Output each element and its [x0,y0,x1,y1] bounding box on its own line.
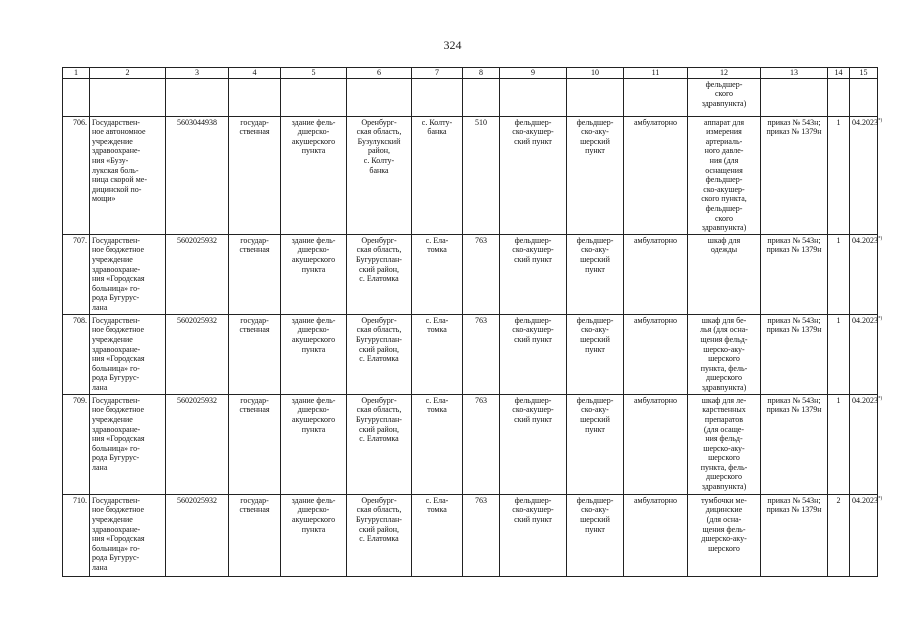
footnote-mark: *) [878,117,883,123]
building-type-text: здание фель- дшерско- акушерского пункта [291,235,336,274]
subdivision-type [567,394,624,494]
table-row [63,234,878,314]
inn-number [166,494,229,576]
unit-type [500,394,567,494]
subdivision-type [567,116,624,234]
column-number: 6 [347,68,412,79]
settlement [412,116,463,234]
unit-type-text: фельдшер- ско-акушер- ский пункт [512,235,554,264]
row-number [63,116,90,234]
address [347,314,412,394]
column-number: 4 [229,68,281,79]
address-text: Оренбург- ская область, Бугурусплан- ский район, с. Елатомка [356,395,402,444]
organization-name-text: Государствен- ное автономное учреждение здравоохране- ния «Бузу- лукская боль- ница скорой ме- дицинской по- мощи» [92,117,147,204]
deadline-date-text: 04.2023 [852,495,878,505]
footnote-mark: *) [878,496,883,502]
column-number: 5 [281,68,347,79]
row-number [63,314,90,394]
unit-type [500,116,567,234]
continuation-row [63,78,878,116]
organization-name [90,494,166,576]
inn-number-text: 5602025932 [177,495,217,505]
column-number: 11 [624,68,688,79]
subdivision-type [567,494,624,576]
settlement-text: с. Ела- томка [425,495,449,515]
order-reference [761,116,828,234]
quantity-text: 1 [836,315,841,325]
care-condition-text: амбулаторно [633,315,678,325]
population [463,234,500,314]
column-number: 13 [761,68,828,79]
care-condition-text: амбулаторно [633,117,678,127]
ownership-form-text: государ- ственная [239,235,270,255]
ownership-form [229,234,281,314]
order-reference-text: приказ № 543н; приказ № 1379н [766,495,822,515]
address-text: Оренбург- ская область, Бугурусплан- ский район, с. Елатомка [356,315,402,364]
column-number-row [63,68,878,79]
row-number [63,394,90,494]
unit-type-text: фельдшер- ско-акушер- ский пункт [512,395,554,424]
footnote-mark: *) [878,236,883,242]
population-text: 763 [475,395,487,405]
subdivision-type-text: фельдшер- ско-аку- шерский пункт [576,315,614,354]
settlement [412,494,463,576]
settlement-text: с. Ела- томка [425,315,449,335]
unit-type-text: фельдшер- ско-акушер- ский пункт [512,117,554,146]
care-condition-text: амбулаторно [633,235,678,245]
subdivision-type-text: фельдшер- ско-аку- шерский пункт [576,395,614,434]
deadline-date [850,314,883,394]
unit-type [500,314,567,394]
settlement [412,314,463,394]
settlement [412,234,463,314]
unit-type-text: фельдшер- ско-акушер- ский пункт [512,495,554,524]
address-text: Оренбург- ская область, Бугурусплан- ский район, с. Елатомка [356,495,402,544]
building-type [281,314,347,394]
deadline-date [850,116,883,234]
building-type [281,394,347,494]
quantity [828,494,850,576]
deadline-date [850,394,883,494]
population [463,394,500,494]
column-number: 2 [90,68,166,79]
equipment-name [688,314,761,394]
column-number: 8 [463,68,500,79]
ownership-form-text: государ- ственная [239,315,270,335]
quantity [828,394,850,494]
address [347,234,412,314]
equipment-name-text: аппарат для измерения артериаль- ного давле- ния (для оснащения фельдшер- ско-акушер- ского пункта, фельдшер- ского здравпункта) [701,117,747,233]
organization-name-text: Государствен- ное бюджетное учреждение здравоохране- ния «Городская больница» го- рода Бугурус- лана [92,495,145,572]
equipment-name [688,116,761,234]
column-number: 10 [567,68,624,79]
inn-number-text: 5602025932 [177,315,217,325]
deadline-date-text: 04.2023 [852,315,878,325]
organization-name [90,116,166,234]
subdivision-type-text: фельдшер- ско-аку- шерский пункт [576,235,614,274]
population [463,494,500,576]
deadline-date [850,494,883,576]
organization-name [90,394,166,494]
column-number: 12 [688,68,761,79]
order-reference-text: приказ № 543н; приказ № 1379н [766,395,822,415]
inn-number [166,314,229,394]
order-reference-text: приказ № 543н; приказ № 1379н [766,315,822,335]
population-text: 763 [475,315,487,325]
organization-name-text: Государствен- ное бюджетное учреждение здравоохране- ния «Городская больница» го- рода Бугурус- лана [92,315,145,392]
settlement [412,394,463,494]
quantity [828,116,850,234]
order-reference [761,394,828,494]
column-number: 9 [500,68,567,79]
inn-number-text: 5602025932 [177,235,217,245]
table-row [63,394,878,494]
equipment-name-text: шкаф для ле- карственных препаратов (для осаще- ния фельд- шерско-аку- шерского пункта, фель- дшерского здравпункта) [700,395,748,492]
deadline-date-text: 04.2023 [852,117,878,127]
order-reference [761,314,828,394]
equipment-continuation: фельдшер- ского здравпункта) [688,78,761,116]
row-number-text: 710. [73,495,87,505]
inn-number-text: 5602025932 [177,395,217,405]
table-row [63,116,878,234]
row-number-text: 708. [73,315,87,325]
deadline-date-text: 04.2023 [852,395,878,405]
settlement-text: с. Ела- томка [425,395,449,415]
care-condition [624,494,688,576]
equipment-name-text: шкаф для одежды [707,235,741,255]
unit-type [500,234,567,314]
population [463,116,500,234]
building-type-text: здание фель- дшерско- акушерского пункта [291,395,336,434]
deadline-date [850,234,883,314]
organization-name-text: Государствен- ное бюджетное учреждение здравоохране- ния «Городская больница» го- рода Бугурус- лана [92,235,145,312]
equipment-name-text: шкаф для бе- лья (для осна- щения фельд- шерско-аку- шерского пункта, фель- дшерского здравпункта) [700,315,748,392]
quantity [828,314,850,394]
column-number: 3 [166,68,229,79]
population-text: 763 [475,235,487,245]
subdivision-type [567,314,624,394]
address-text: Оренбург- ская область, Бугурусплан- ский район, с. Елатомка [356,235,402,284]
equipment-name [688,234,761,314]
organization-name [90,234,166,314]
care-condition-text: амбулаторно [633,495,678,505]
row-number [63,494,90,576]
inn-number [166,116,229,234]
order-reference-text: приказ № 543н; приказ № 1379н [766,117,822,137]
care-condition [624,394,688,494]
order-reference [761,494,828,576]
organization-name [90,314,166,394]
care-condition [624,234,688,314]
quantity-text: 1 [836,117,841,127]
subdivision-type-text: фельдшер- ско-аку- шерский пункт [576,117,614,156]
unit-type-text: фельдшер- ско-акушер- ский пункт [512,315,554,344]
equipment-name [688,394,761,494]
settlement-text: с. Колту- банка [421,117,453,137]
building-type-text: здание фель- дшерско- акушерского пункта [291,117,336,156]
row-number-text: 707. [73,235,87,245]
address-text: Оренбург- ская область, Бузулукский район, с. Колту- банка [356,117,402,175]
footnote-mark: *) [878,396,883,402]
unit-type [500,494,567,576]
page-number: 324 [443,38,462,52]
deadline-date-text: 04.2023 [852,235,878,245]
table-row [63,494,878,576]
population-text: 763 [475,495,487,505]
row-number [63,234,90,314]
quantity-text: 1 [836,395,841,405]
address [347,116,412,234]
column-number: 1 [63,68,90,79]
ownership-form [229,394,281,494]
subdivision-type-text: фельдшер- ско-аку- шерский пункт [576,495,614,534]
care-condition [624,116,688,234]
organization-name-text: Государствен- ное бюджетное учреждение здравоохране- ния «Городская больница» го- рода Бугурус- лана [92,395,145,472]
order-reference [761,234,828,314]
inn-number [166,234,229,314]
ownership-form-text: государ- ственная [239,395,270,415]
subdivision-type [567,234,624,314]
equipment-name-text: тумбочки ме- дицинские (для осна- щения фель- дшерско-аку- шерского [701,495,747,553]
quantity-text: 2 [836,495,841,505]
population-text: 510 [475,117,487,127]
ownership-form [229,116,281,234]
care-condition-text: амбулаторно [633,395,678,405]
column-number: 7 [412,68,463,79]
equipment-name [688,494,761,576]
address [347,494,412,576]
address [347,394,412,494]
document-table [62,67,883,577]
row-number-text: 709. [73,395,87,405]
quantity [828,234,850,314]
building-type-text: здание фель- дшерско- акушерского пункта [291,495,336,534]
building-type [281,234,347,314]
ownership-form [229,314,281,394]
row-number-text: 706. [73,117,87,127]
population [463,314,500,394]
inn-number-text: 5603044938 [177,117,217,127]
ownership-form-text: государ- ственная [239,495,270,515]
settlement-text: с. Ела- томка [425,235,449,255]
building-type [281,116,347,234]
care-condition [624,314,688,394]
column-number: 15 [850,68,878,79]
building-type [281,494,347,576]
building-type-text: здание фель- дшерско- акушерского пункта [291,315,336,354]
ownership-form [229,494,281,576]
inn-number [166,394,229,494]
footnote-mark: *) [878,316,883,322]
column-number: 14 [828,68,850,79]
order-reference-text: приказ № 543н; приказ № 1379н [766,235,822,255]
ownership-form-text: государ- ственная [239,117,270,137]
table-row [63,314,878,394]
quantity-text: 1 [836,235,841,245]
